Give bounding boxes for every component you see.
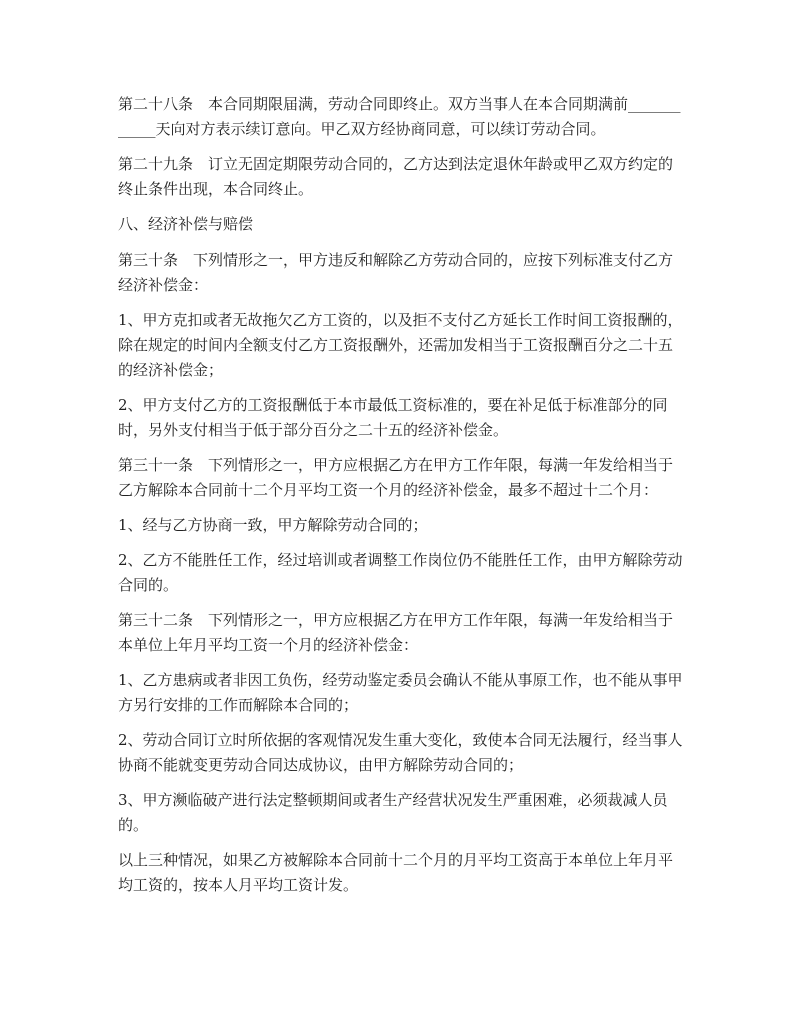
section-heading-8: 八、经济补偿与赔偿 (118, 215, 254, 233)
article-29: 第二十九条 订立无固定期限劳动合同的，乙方达到法定退休年龄或甲乙双方约定的终止条件出现，本合同终止。 (118, 155, 674, 198)
article-30-item-2: 2、甲方支付乙方的工资报酬低于本市最低工资标准的，要在补足低于标准部分的同时，另外支付相当于低于部分百分之二十五的经济补偿金。 (118, 396, 668, 439)
article-30-item-1: 1、甲方克扣或者无故拖欠乙方工资的，以及拒不支付乙方延长工作时间工资报酬的，除在规定的时间内全额支付乙方工资报酬外，还需加发相当于工资报酬百分之二十五的经济补偿金； (118, 311, 683, 379)
article-31: 第三十一条 下列情形之一，甲方应根据乙方在甲方工作年限，每满一年发给相当于乙方解除本合同前十二个月平均工资一个月的经济补偿金，最多不超过十二个月： (118, 456, 674, 499)
article-32-item-3: 3、甲方濒临破产进行法定整顿期间或者生产经营状况发生严重困难，必须裁减人员的。 (118, 791, 668, 834)
article-31-item-2: 2、乙方不能胜任工作，经过培训或者调整工作岗位仍不能胜任工作，由甲方解除劳动合同的。 (118, 551, 683, 594)
closing-note: 以上三种情况，如果乙方被解除本合同前十二个月的月平均工资高于本单位上年月平均工资的，按本人月平均工资计发。 (118, 851, 674, 894)
document-page (118, 92, 684, 908)
article-30: 第三十条 下列情形之一，甲方违反和解除乙方劳动合同的，应按下列标准支付乙方经济补偿金： (118, 251, 674, 294)
article-28: 第二十八条 本合同期限届满，劳动合同即终止。双方当事人在本合同期满前____________天向对方表示续订意向。甲乙双方经协商同意，可以续订劳动合同。 (118, 95, 681, 138)
article-32: 第三十二条 下列情形之一，甲方应根据乙方在甲方工作年限，每满一年发给相当于本单位上年月平均工资一个月的经济补偿金： (118, 611, 674, 654)
article-32-item-1: 1、乙方患病或者非因工负伤，经劳动鉴定委员会确认不能从事原工作，也不能从事甲方另行安排的工作而解除本合同的； (118, 671, 683, 714)
article-32-item-2: 2、劳动合同订立时所依据的客观情况发生重大变化，致使本合同无法履行，经当事人协商不能就变更劳动合同达成协议，由甲方解除劳动合同的； (118, 731, 683, 774)
article-31-item-1: 1、经与乙方协商一致，甲方解除劳动合同的； (118, 516, 428, 534)
